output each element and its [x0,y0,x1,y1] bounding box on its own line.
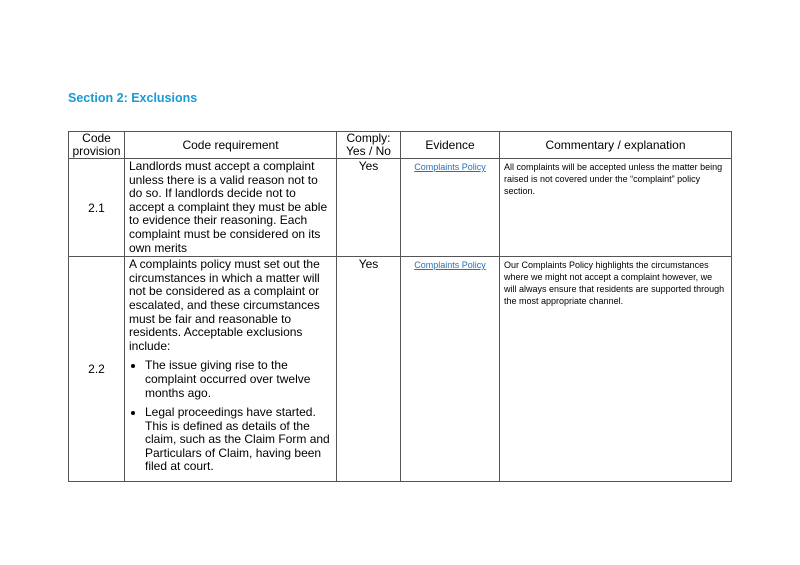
code-requirement-cell [125,257,337,482]
code-requirement-text: A complaints policy must set out the circumstances in which a matter will not be considered as a complaint or escalated, and these circumstances must be fair and reasonable to residents. Acceptable exclusions include: [129,257,320,353]
header-evidence: Evidence [401,132,500,159]
table-header-row [69,132,732,159]
comply-value: Yes [337,159,401,257]
comply-value: Yes [337,257,401,482]
commentary-text: All complaints will be accepted unless the matter being raised is not covered under the “complaint” policy section. [500,159,732,257]
evidence-cell [401,159,500,257]
code-number: 2.2 [69,257,125,482]
exclusion-list [129,359,332,474]
evidence-link[interactable]: Complaints Policy [414,162,486,172]
header-commentary: Commentary / explanation [500,132,732,159]
code-table [68,131,732,482]
list-item: • The issue giving rise to the complaint occurred over twelve months ago. [145,359,332,400]
section-title: Section 2: Exclusions [68,91,198,105]
table-row [69,257,732,482]
table-row [69,159,732,257]
header-comply: Comply: Yes / No [337,132,401,159]
code-number: 2.1 [69,159,125,257]
commentary-text: Our Complaints Policy highlights the circumstances where we might not accept a complaint however, we will always ensure that residents are supported through the most appropriate channel. [500,257,732,482]
header-code-provision: Code provision [69,132,125,159]
code-requirement-text: Landlords must accept a complaint unless there is a valid reason not to do so. If landlords decide not to accept a complaint they must be able to evidence their reasoning. Each complaint must be considered on its own merits [125,159,337,257]
evidence-cell [401,257,500,482]
list-item: • Legal proceedings have started. This is defined as details of the claim, such as the Claim Form and Particulars of Claim, having been filed at court. [145,406,332,474]
evidence-link[interactable]: Complaints Policy [414,260,486,271]
header-code-requirement: Code requirement [125,132,337,159]
